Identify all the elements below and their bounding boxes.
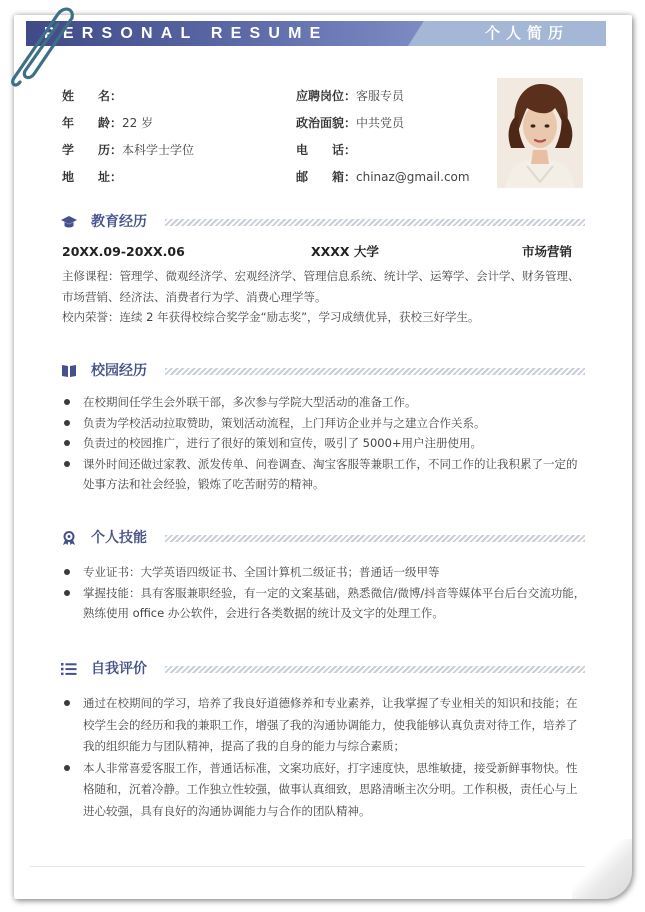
header-title-en: PERSONAL RESUME xyxy=(44,25,329,42)
degree-label: 学 历： xyxy=(62,143,123,157)
list-item: 在校期间任学生会外联干部，多次参与学院大型活动的准备工作。 xyxy=(62,392,587,413)
age-value: 22 岁 xyxy=(122,116,154,130)
position-label: 应聘岗位： xyxy=(296,89,357,103)
book-icon xyxy=(61,364,77,378)
section-title-self-eval: 自我评价 xyxy=(91,661,147,677)
section-divider xyxy=(165,535,585,542)
list-item: 负责为学校活动拉取赞助，策划活动流程，上门拜访企业并与之建立合作关系。 xyxy=(62,413,587,434)
education-school: XXXX 大学 xyxy=(311,244,379,259)
footer-divider xyxy=(30,866,585,867)
list-item: 本人非常喜爱客服工作，普通话标准，文案功底好，打字速度快，思维敏捷，接受新鲜事物快。性格随和，沉着冷静。工作独立性较强，做事认真细致，思路清晰主次分明。工作积极，责任心与上进心较强，具有良好的沟通协调能力与合作的团队精神。 xyxy=(62,758,587,823)
skills-list xyxy=(62,562,587,624)
list-item: 课外时间还做过家教、派发传单、问卷调查、淘宝客服等兼职工作，不同工作的让我积累了一定的处事方法和社会经验，锻炼了吃苦耐劳的精神。 xyxy=(62,454,587,495)
phone-label: 电 话： xyxy=(296,143,357,157)
section-divider xyxy=(165,219,585,226)
age-label: 年 龄： xyxy=(62,116,123,130)
profile-photo xyxy=(497,78,583,188)
section-divider xyxy=(165,368,585,375)
info-political xyxy=(296,116,404,130)
section-title-campus: 校园经历 xyxy=(91,363,147,379)
list-item: 负责过的校园推广，进行了很好的策划和宣传，吸引了 5000+用户注册使用。 xyxy=(62,433,587,454)
info-phone xyxy=(296,143,356,157)
list-icon xyxy=(61,662,77,676)
education-courses: 主修课程：管理学、微观经济学、宏观经济学、管理信息系统、统计学、运筹学、会计学、财务管理、市场营销、经济法、消费者行为学、消费心理学等。 xyxy=(62,269,580,304)
info-name xyxy=(62,89,122,103)
political-label: 政治面貌： xyxy=(296,116,357,130)
info-address xyxy=(62,170,122,184)
section-divider xyxy=(165,666,585,673)
self-eval-list xyxy=(62,693,587,822)
info-age xyxy=(62,116,153,130)
degree-value: 本科学士学位 xyxy=(122,143,195,157)
education-major: 市场营销 xyxy=(522,244,573,259)
name-label: 姓 名： xyxy=(62,89,123,103)
education-honors: 校内荣誉：连续 2 年获得校综合奖学金“励志奖”，学习成绩优异，获校三好学生。 xyxy=(62,310,480,324)
education-period: 20XX.09-20XX.06 xyxy=(62,244,185,259)
info-position xyxy=(296,89,404,103)
graduation-cap-icon xyxy=(61,215,77,229)
political-value: 中共党员 xyxy=(356,116,405,130)
section-title-skills: 个人技能 xyxy=(91,530,147,546)
campus-list xyxy=(62,392,587,495)
email-label: 邮 箱： xyxy=(296,170,357,184)
section-title-education: 教育经历 xyxy=(91,214,147,230)
list-item: 通过在校期间的学习，培养了我良好道德修养和专业素养，让我掌握了专业相关的知识和技能；在校学生会的经历和我的兼职工作，增强了我的沟通协调能力，使我能够认真负责对待工作，培养了我的组织能力与团队精神，提高了我的自身的能力与综合素质； xyxy=(62,693,587,758)
address-label: 地 址： xyxy=(62,170,123,184)
email-value: chinaz@gmail.com xyxy=(356,170,470,184)
list-item: 专业证书：大学英语四级证书、全国计算机二级证书；普通话一级甲等 xyxy=(62,562,587,583)
header-title-cn: 个人简历 xyxy=(484,24,569,42)
award-icon xyxy=(61,531,77,545)
position-value: 客服专员 xyxy=(356,89,405,103)
list-item: 掌握技能：具有客服兼职经验，有一定的文案基础，熟悉微信/微博/抖音等媒体平台后台交流功能，熟练使用 office 办公软件，会进行各类数据的统计及文字的处理工作。 xyxy=(62,583,587,624)
info-degree xyxy=(62,143,194,157)
page-curl xyxy=(572,839,632,899)
info-email xyxy=(296,170,470,184)
paperclip-icon xyxy=(0,0,80,90)
